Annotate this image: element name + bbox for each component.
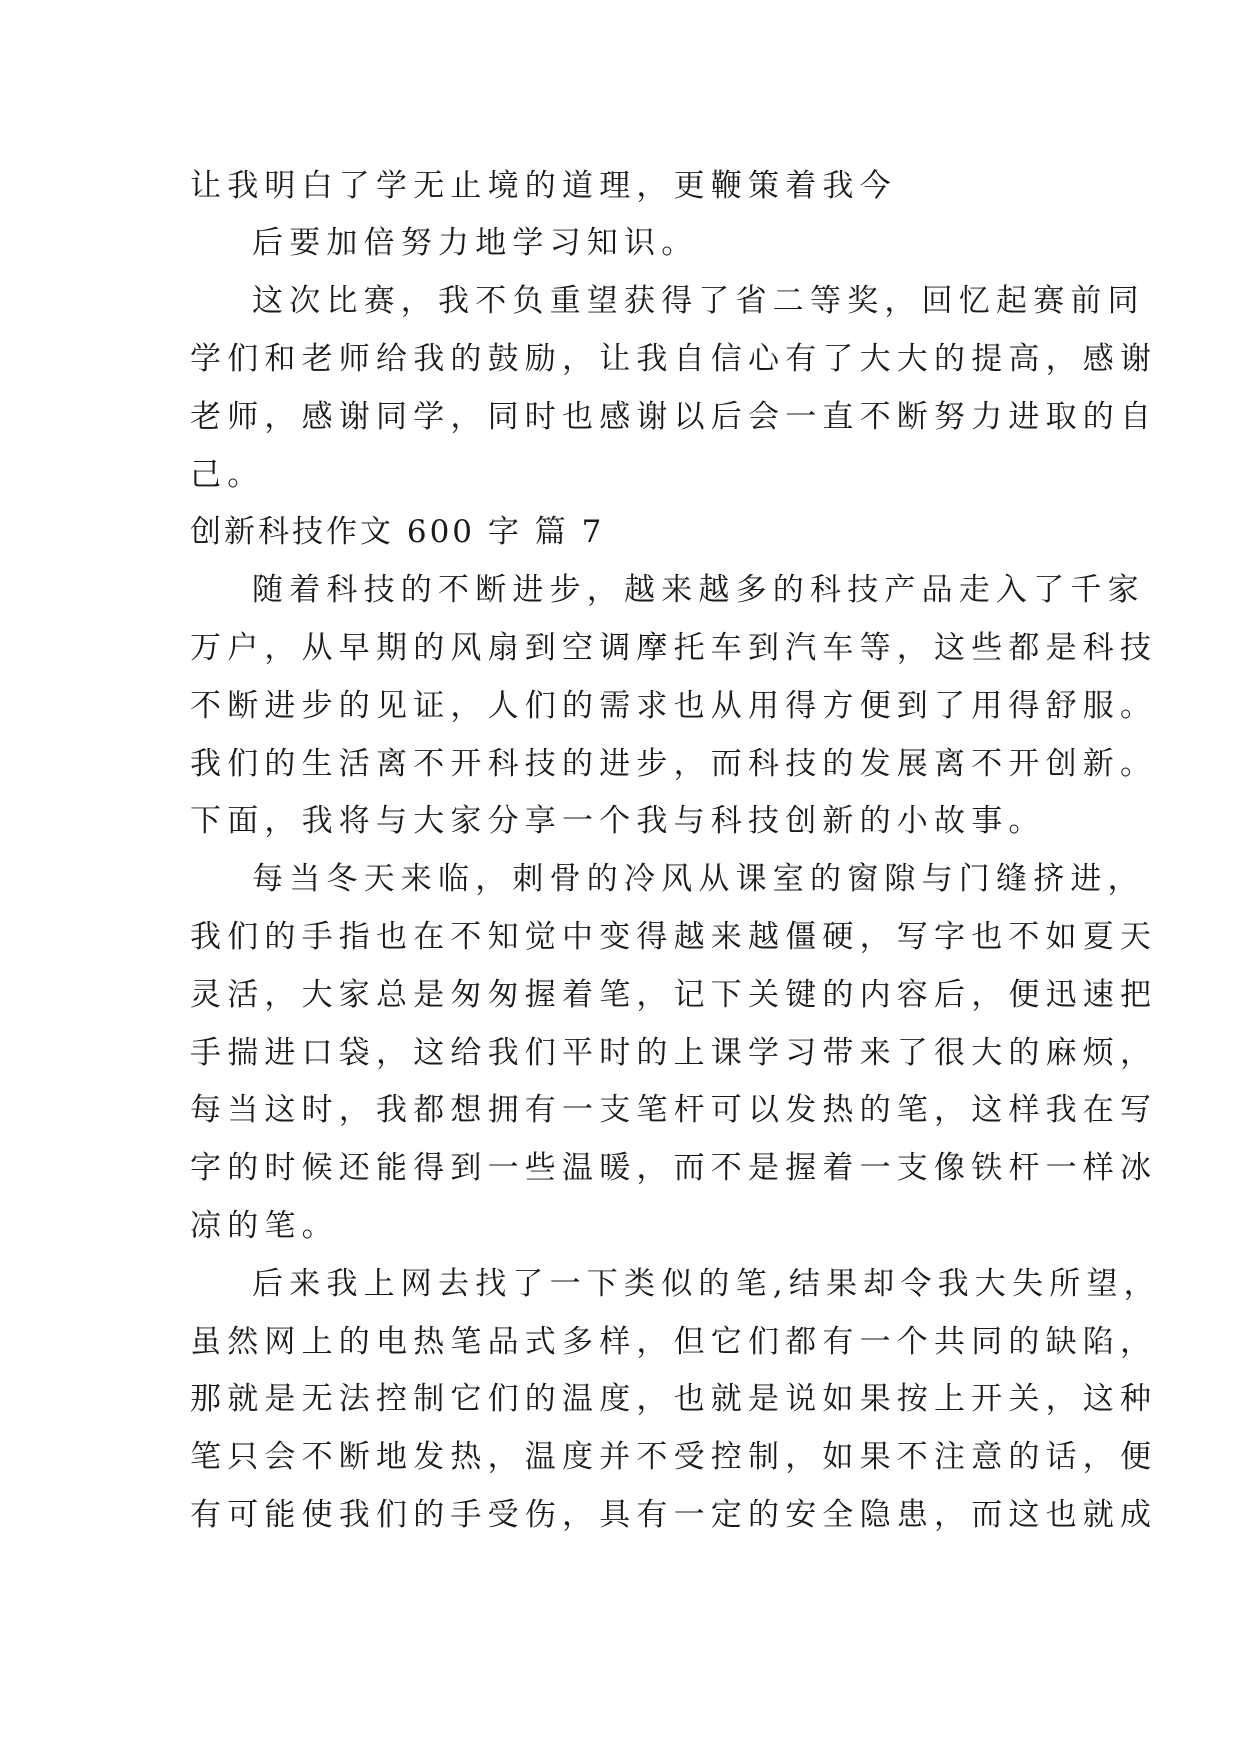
paragraph-start: 这次比赛，我不负重望获得了省二等奖，回忆起赛前同	[252, 283, 1145, 319]
text-line: 笔只会不断地发热，温度并不受控制，如果不注意的话，便	[190, 1439, 1158, 1475]
text-line: 有可能使我们的手受伤，具有一定的安全隐患，而这也就成	[190, 1497, 1158, 1533]
text-line: 老师，感谢同学，同时也感谢以后会一直不断努力进取的自	[190, 399, 1158, 435]
paragraph-start: 每当冬天来临，刺骨的冷风从课室的窗隙与门缝挤进，	[252, 861, 1145, 897]
section-heading: 创新科技作文 600 字 篇 7	[190, 514, 605, 550]
text-line: 虽然网上的电热笔品式多样，但它们都有一个共同的缺陷，	[190, 1324, 1158, 1360]
text-line: 后要加倍努力地学习知识。	[252, 225, 699, 261]
text-line: 手揣进口袋，这给我们平时的上课学习带来了很大的麻烦，	[190, 1035, 1158, 1071]
text-line: 凉的笔。	[190, 1208, 339, 1244]
text-line: 我们的生活离不开科技的进步，而科技的发展离不开创新。	[190, 746, 1158, 782]
text-line: 让我明白了学无止境的道理，更鞭策着我今	[190, 168, 897, 204]
text-line: 灵活，大家总是匆匆握着笔，记下关键的内容后，便迅速把	[190, 977, 1158, 1013]
text-line: 每当这时，我都想拥有一支笔杆可以发热的笔，这样我在写	[190, 1092, 1158, 1128]
text-line: 万户，从早期的风扇到空调摩托车到汽车等，这些都是科技	[190, 630, 1158, 666]
text-line: 不断进步的见证，人们的需求也从用得方便到了用得舒服。	[190, 688, 1158, 724]
paragraph-start: 后来我上网去找了一下类似的笔,结果却令我大失所望，	[252, 1266, 1161, 1302]
text-line: 下面，我将与大家分享一个我与科技创新的小故事。	[190, 803, 1046, 839]
text-line: 字的时候还能得到一些温暖，而不是握着一支像铁杆一样冰	[190, 1150, 1158, 1186]
paragraph-start: 随着科技的不断进步，越来越多的科技产品走入了千家	[252, 572, 1145, 608]
text-line: 我们的手指也在不知觉中变得越来越僵硬，写字也不如夏天	[190, 919, 1158, 955]
text-line: 学们和老师给我的鼓励，让我自信心有了大大的提高，感谢	[190, 341, 1158, 377]
text-line: 那就是无法控制它们的温度，也就是说如果按上开关，这种	[190, 1381, 1158, 1417]
text-line: 己。	[190, 457, 265, 493]
